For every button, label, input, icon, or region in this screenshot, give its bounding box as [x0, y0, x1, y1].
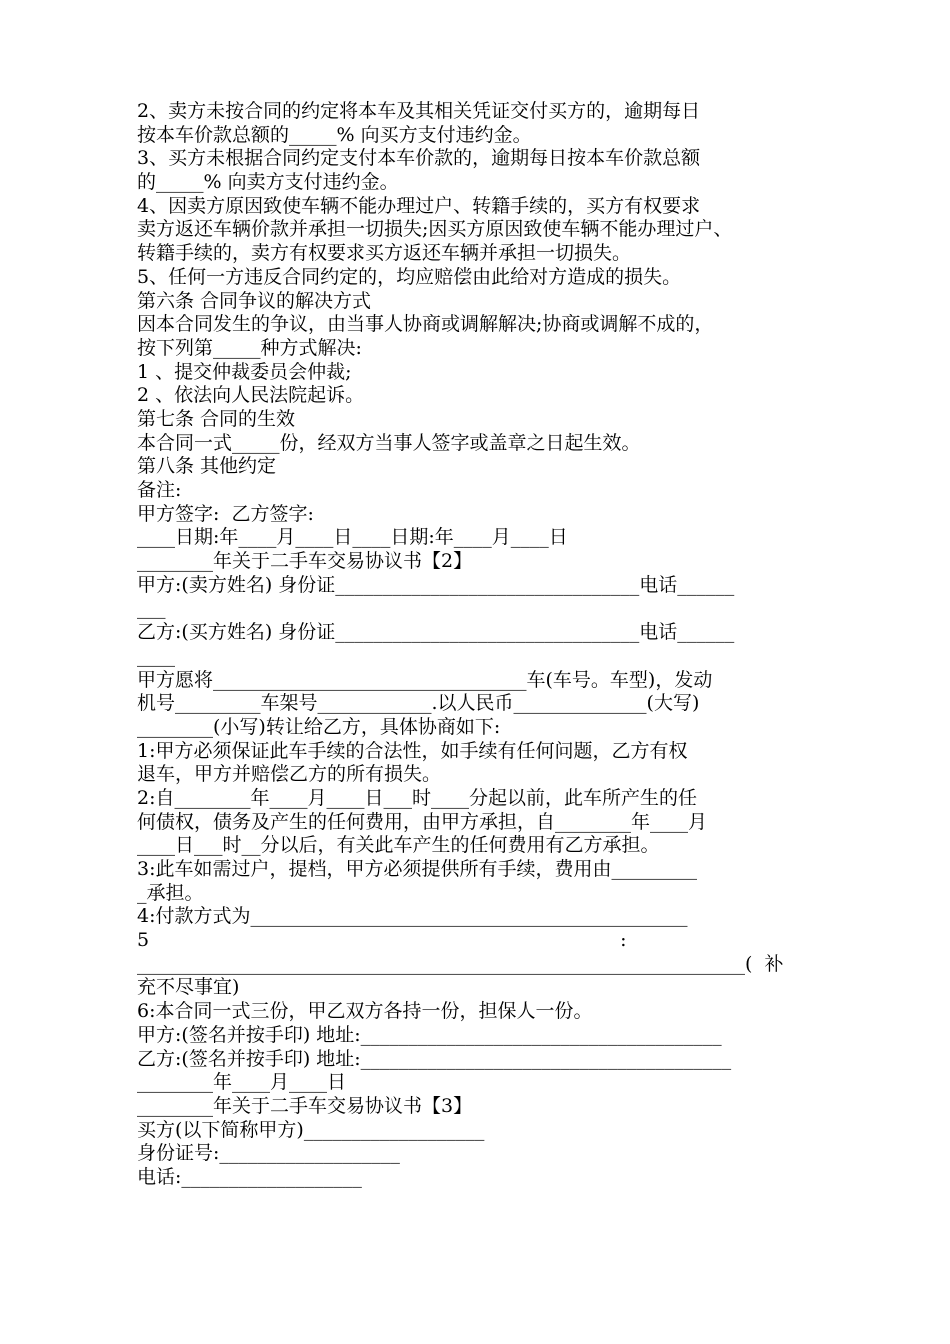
list-item: 1:甲方必须保证此车手续的合法性，如手续有任何问题，乙方有权	[137, 739, 688, 762]
section-heading: 第八条 其他约定	[137, 455, 277, 478]
text-line: 4、因卖方原因致使车辆不能办理过户、转籍手续的，买方有权要求	[137, 194, 701, 217]
text-line: 3、买方未根据合同约定支付本车价款的，逾期每日按本车价款总额	[137, 147, 701, 170]
text-line: ____日___时__分以后，有关此车产生的任何费用有乙方承担。	[137, 834, 660, 857]
text-line: 退车，甲方并赔偿乙方的所有损失。	[137, 763, 442, 786]
list-item: 2:自________年____月____日___时____分起以前，此车所产生的任	[137, 786, 697, 809]
text-line: _承担。	[137, 881, 204, 904]
date-line: ____日期:年____月____日____日期:年____月____日	[137, 526, 568, 549]
signature-line: 乙方:(签名并按手印) 地址:_______________________________________	[137, 1047, 732, 1070]
text-line: 何债权，债务及产生的任何费用，由甲方承担，自________年____月	[137, 810, 708, 833]
text-line: 按本车价款总额的_____% 向买方支付违约金。	[137, 123, 532, 146]
list-item: 6:本合同一式三份，甲乙双方各持一份，担保人一份。	[137, 1000, 593, 1023]
section-heading: 第七条 合同的生效	[137, 407, 296, 430]
list-item: 5 :	[137, 929, 627, 952]
text-line: 充不尽事宜)	[137, 976, 240, 999]
list-item: 4:付款方式为______________________________________________	[137, 905, 688, 928]
text-line: 因本合同发生的争议，由当事人协商或调解解决;协商或调解不成的，	[137, 313, 714, 336]
text-line: ________(小写)转让给乙方，具体协商如下:	[137, 715, 501, 738]
party-line: 乙方:(买方姓名) 身份证________________________________电话______	[137, 621, 735, 644]
date-line: ________年____月____日	[137, 1071, 347, 1094]
text-line: 5、任何一方违反合同约定的，均应赔偿由此给对方造成的损失。	[137, 265, 682, 288]
list-item: 2 、依法向人民法院起诉。	[137, 384, 365, 407]
text-line: 备注:	[137, 479, 182, 501]
text-line: ___	[137, 597, 166, 620]
text-line: 卖方返还车辆价款并承担一切损失;因买方原因致使车辆不能办理过户、	[137, 218, 733, 241]
text-line: 本合同一式_____份，经双方当事人签字或盖章之日起生效。	[137, 431, 641, 454]
document-title: ________年关于二手车交易协议书【3】	[137, 1094, 473, 1117]
field-line: 电话:___________________	[137, 1165, 362, 1188]
text-line: 2、卖方未按合同的约定将本车及其相关凭证交付买方的，逾期每日	[137, 100, 701, 122]
text-line: 按下列第_____种方式解决:	[137, 336, 362, 359]
field-line: 买方(以下简称甲方)___________________	[137, 1118, 485, 1141]
list-item: 3:此车如需过户，提档，甲方必须提供所有手续，费用由_________	[137, 858, 697, 880]
text-line: 转籍手续的，卖方有权要求买方返还车辆并承担一切损失。	[137, 242, 632, 265]
section-heading: 第六条 合同争议的解决方式	[137, 289, 372, 312]
text-line: ________________________________________________________________( 补	[137, 952, 784, 975]
signature-line: 甲方签字: 乙方签字:	[137, 502, 314, 525]
party-line: 甲方:(卖方姓名) 身份证________________________________电话______	[137, 573, 735, 596]
list-item: 1 、提交仲裁委员会仲裁;	[137, 360, 352, 383]
text-line: ____	[137, 644, 175, 667]
signature-line: 甲方:(签名并按手印) 地址:______________________________________	[137, 1023, 722, 1046]
field-line: 身份证号:___________________	[137, 1142, 400, 1165]
text-line: 机号_________车架号____________.以人民币______________(大写)	[137, 692, 700, 715]
text-line: 的_____% 向卖方支付违约金。	[137, 171, 399, 194]
text-line: 甲方愿将_________________________________车(车号。车型)，发动	[137, 668, 713, 691]
document-title: ________年关于二手车交易协议书【2】	[137, 550, 473, 573]
document-body	[137, 100, 817, 1190]
